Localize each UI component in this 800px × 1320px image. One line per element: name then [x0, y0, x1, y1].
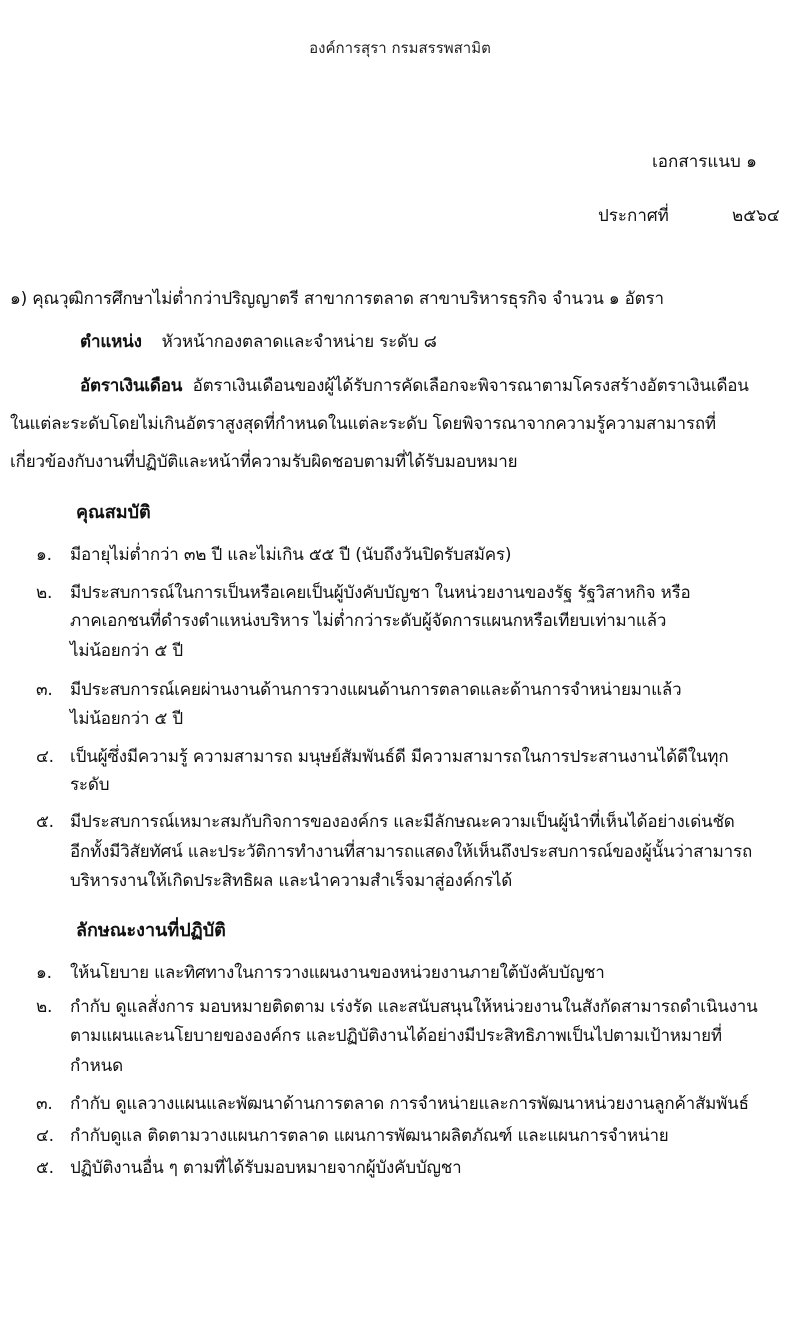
item-text: มีอายุไม่ต่ำกว่า ๓๒ ปี และไม่เกิน ๕๕ ปี (นับถึงวันปิดรับสมัคร) [70, 545, 512, 565]
duty-item [36, 1126, 669, 1146]
item-text-continued: บริหารงานให้เกิดประสิทธิผล และนำความสำเร็จมาสู่องค์กรได้ [70, 871, 513, 891]
salary-line-3: เกี่ยวข้องกับงานที่ปฏิบัติและหน้าที่ความรับผิดชอบตามที่ได้รับมอบหมาย [10, 452, 518, 472]
item-number: ๒. [36, 997, 53, 1017]
item-number: ๔. [36, 1126, 54, 1146]
announcement-year: ๒๕๖๔ [732, 206, 780, 226]
item-text-continued: ระดับ [70, 775, 110, 795]
duties-title: ลักษณะงานที่ปฏิบัติ [76, 920, 226, 941]
salary-line-2: ในแต่ละระดับโดยไม่เกินอัตราสูงสุดที่กำหนดในแต่ละระดับ โดยพิจารณาจากความรู้ความสามารถที่ [10, 414, 716, 434]
qualification-item [36, 545, 511, 565]
item-number: ๓. [36, 680, 53, 700]
salary-row [80, 376, 749, 396]
qualification-line: ๑) คุณวุฒิการศึกษาไม่ต่ำกว่าปริญญาตรี สาขาการตลาด สาขาบริหารธุรกิจ จำนวน ๑ อัตรา [10, 289, 664, 309]
item-number: ๕. [36, 1158, 54, 1178]
item-text: มีประสบการณ์เคยผ่านงานด้านการวางแผนด้านการตลาดและด้านการจำหน่ายมาแล้ว [70, 680, 682, 700]
salary-label: อัตราเงินเดือน [80, 376, 183, 396]
item-text-continued: ภาคเอกชนที่ดำรงตำแหน่งบริหาร ไม่ต่ำกว่าระดับผู้จัดการแผนกหรือเทียบเท่ามาแล้ว [70, 611, 667, 631]
duty-item [36, 1158, 461, 1178]
qualification-item [36, 583, 691, 603]
item-text: ให้นโยบาย และทิศทางในการวางแผนงานของหน่วยงานภายใต้บังคับบัญชา [70, 963, 605, 983]
item-text: มีประสบการณ์เหมาะสมกับกิจการขององค์กร และมีลักษณะความเป็นผู้นำที่เห็นได้อย่างเด่นชัด [70, 812, 735, 832]
item-text-continued: ไม่น้อยกว่า ๕ ปี [70, 641, 183, 661]
item-text-continued: ตามแผนและนโยบายขององค์กร และปฏิบัติงานได้อย่างมีประสิทธิภาพเป็นไปตามเป้าหมายที่ [70, 1026, 722, 1046]
qualification-item [36, 680, 681, 700]
item-text-continued: ไม่น้อยกว่า ๕ ปี [70, 709, 183, 729]
position-title-row [80, 332, 437, 352]
position-title-label: ตำแหน่ง [80, 332, 142, 352]
qualification-item [36, 812, 735, 832]
item-text-continued: อีกทั้งมีวิสัยทัศน์ และประวัติการทำงานที่สามารถแสดงให้เห็นถึงประสบการณ์ของผู้นั้นว่าสามารถ [70, 842, 753, 862]
document-header: องค์การสุรา กรมสรรพสามิต [309, 39, 491, 57]
attachment-label: เอกสารแนบ ๑ [652, 152, 757, 172]
item-number: ๑. [36, 963, 52, 983]
item-number: ๒. [36, 583, 53, 603]
qualifications-title: คุณสมบัติ [76, 502, 151, 523]
item-number: ๔. [36, 747, 54, 767]
position-title-value: หัวหน้ากองตลาดและจำหน่าย ระดับ ๘ [161, 332, 437, 352]
qualification-item [36, 747, 728, 767]
duty-item [36, 1094, 749, 1114]
item-text: เป็นผู้ซึ่งมีความรู้ ความสามารถ มนุษย์สัมพันธ์ดี มีความสามารถในการประสานงานได้ดีในทุก [70, 747, 729, 767]
item-text: ปฏิบัติงานอื่น ๆ ตามที่ได้รับมอบหมายจากผู้บังคับบัญชา [70, 1158, 462, 1178]
item-text: กำกับดูแล ติดตามวางแผนการตลาด แผนการพัฒนาผลิตภัณฑ์ และแผนการจำหน่าย [70, 1126, 669, 1146]
item-text: มีประสบการณ์ในการเป็นหรือเคยเป็นผู้บังคับบัญชา ในหน่วยงานของรัฐ รัฐวิสาหกิจ หรือ [70, 583, 691, 603]
item-text: กำกับ ดูแลวางแผนและพัฒนาด้านการตลาด การจำหน่ายและการพัฒนาหน่วยงานลูกค้าสัมพันธ์ [70, 1094, 749, 1114]
item-number: ๑. [36, 545, 52, 565]
salary-line-1: อัตราเงินเดือนของผู้ได้รับการคัดเลือกจะพิจารณาตามโครงสร้างอัตราเงินเดือน [192, 376, 749, 396]
item-number: ๕. [36, 812, 54, 832]
duty-item [36, 997, 758, 1017]
item-text-continued: กำหนด [70, 1056, 123, 1076]
item-text: กำกับ ดูแลสั่งการ มอบหมายติดตาม เร่งรัด และสนับสนุนให้หน่วยงานในสังกัดสามารถดำเนินงาน [70, 997, 758, 1017]
item-number: ๓. [36, 1094, 53, 1114]
duty-item [36, 963, 605, 983]
announcement-label: ประกาศที่ [598, 206, 669, 226]
